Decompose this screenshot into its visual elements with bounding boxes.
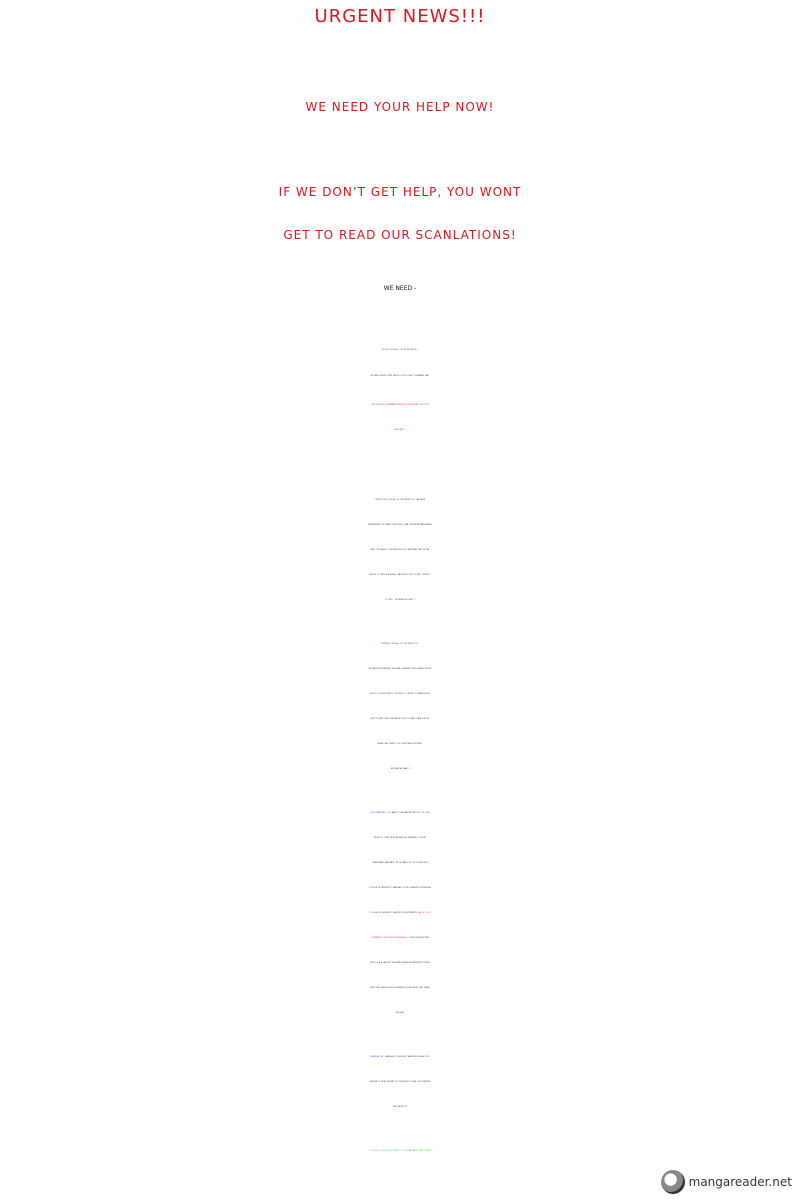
typesetters-line-1	[0, 500, 800, 501]
cleaners-line-3: HOW TO DO EVERYTHING, I’M TIRED OF TRYING TO TRAIN PEOPLE	[369, 694, 431, 695]
editors-now: NOW	[389, 405, 395, 406]
typesetters-line-4: MIDDLE OF SPEECH BUBBLES, AND KNOW HOW TO ADD “STROKE”	[369, 575, 431, 576]
cleaners-line-1-rest: (FOR ALL OF OUR PROJECTS) -	[390, 644, 420, 645]
editors-line-1-rest: (FOR ALL OF OUR PROJECTS) -	[389, 350, 419, 351]
proofreaders-line-6-red: COMMAND OF THE ENGLISH LANGUAGE	[370, 938, 408, 939]
proofreaders-line-3: (PREFERABLY ENGLAND), BE 18 YEARS OLD OR OLDER, BE A	[372, 863, 428, 864]
editors-line-3	[0, 405, 800, 406]
editors-line-2: WE NEED PEOPLE THAT CAN DO GOOD QUALITY REDRAWS FAST	[370, 376, 430, 377]
translators-line-3: NEW PROJECTS	[393, 1107, 407, 1108]
typesetters-title: TYPESETTERS	[374, 500, 388, 501]
cleaners-line-5: WHEN I ASK THEM TO DO SOMETHING PROPERLY	[377, 744, 423, 745]
typesetters-line-2: EXPERIENCED, VETERAN TYPSETTERS, THAT CAN WORK REASONABLY	[368, 525, 432, 526]
editors-line-3b: BECAUSE AT THE MOMENT WE DON’T	[394, 405, 430, 406]
translators-title: TRANSLATORS	[370, 1057, 384, 1058]
proofreaders-line-9: ENGLISH	[396, 1013, 404, 1014]
we-need-heading: WE NEED -	[383, 285, 417, 292]
subhead-line-2: GET TO READ OUR SCANLATIONS!	[283, 228, 517, 242]
cleaners-title: CLEANERS	[380, 644, 391, 645]
typesetters-line-3: FAST (YOU HAVE TO BE EXCELLENT AT CENTERING TEXT IN THE	[370, 550, 430, 551]
proofreaders-line-5a: COLLEGE OR UNIVERSITY, AND MOST IMPORTANTLY	[369, 913, 418, 914]
editors-line-3a: - WE NEED EDITORS	[370, 405, 390, 406]
translators-line-1	[0, 1057, 800, 1058]
watermark-text: mangareader.net	[688, 1175, 792, 1189]
editors-line-1	[0, 350, 800, 351]
proofreaders-title: PROOFREADERS	[370, 813, 386, 814]
cleaners-line-1	[0, 644, 800, 645]
proofreaders-line-1	[0, 813, 800, 814]
typesetters-line-5: TO TEXT) - WE NEED AT LEAST 2	[384, 600, 416, 601]
proofreaders-line-5	[0, 913, 800, 914]
proofreaders-line-7: PEOPLE ON A CASE BY CASE BASIS BECAUSE EVERYBODY THINKS	[369, 963, 431, 964]
watermark	[661, 1170, 792, 1194]
headline: URGENT NEWS!!!	[314, 6, 486, 27]
proofreaders-line-6	[0, 938, 800, 939]
proofreaders-line-4: COLLEGE OR UNIVERSITY GRADUATE OR BE CURRENTLY ATTENDING	[368, 888, 432, 889]
proofreaders-all: ALL	[418, 813, 422, 814]
subhead-line-1: IF WE DON’T GET HELP, YOU WONT	[278, 185, 522, 199]
proofreaders-line-1-end: OF OUR	[421, 813, 430, 814]
subhead-help-now: WE NEED YOUR HELP NOW!	[305, 100, 495, 114]
cleaners-line-6: - WE NEED AT LEAST 2	[389, 769, 411, 770]
watermark-logo-icon	[661, 1170, 685, 1194]
translators-line-1-rest: - JAPANESE TO ENGLISH TRANSLATORS ARE STILL	[383, 1057, 430, 1058]
editors-title: EDITORS	[381, 350, 390, 351]
cleaners-line-4: HOW TO WIPE THEIR OWN ARSE’S JUST TO HAVE THEM GIVE UP	[370, 719, 430, 720]
proofreaders-line-6b: - I WILL BE ACCEPTING	[407, 938, 430, 939]
proofreaders-line-8: THAT THEY CAN BE A PROOFREADER JUST BECAUSE THEY SPEAK	[370, 988, 430, 989]
apply-instructions: TO APPLY FOR ANY JOB PM MANIC ON THE WANGAN SCANS FORUM	[369, 1151, 431, 1152]
proofreaders-line-1-mid: - YOU NEED TO BE FAMILIAR WITH	[385, 813, 419, 814]
cleaners-line-2: WE NEED EXPERIENCED, VETERAN CLEANERS THAT ALREADY KNOW	[368, 669, 432, 670]
typesetters-line-1-rest: (FOR ALL OF OUR PROJECTS) - WE NEED	[387, 500, 426, 501]
translators-line-2: NEEDED TO WORK ON ANY OF OUR PROJECTS AND FOR STARTING	[369, 1082, 431, 1083]
proofreaders-line-2: PROJECTS, COME FROM AN ENGLISH SPEAKING COUNTRY	[373, 838, 427, 839]
proofreaders-line-5-red: HAVE A GOOD	[417, 913, 431, 914]
editors-line-4: HAVE ANY!!!	[394, 430, 406, 431]
